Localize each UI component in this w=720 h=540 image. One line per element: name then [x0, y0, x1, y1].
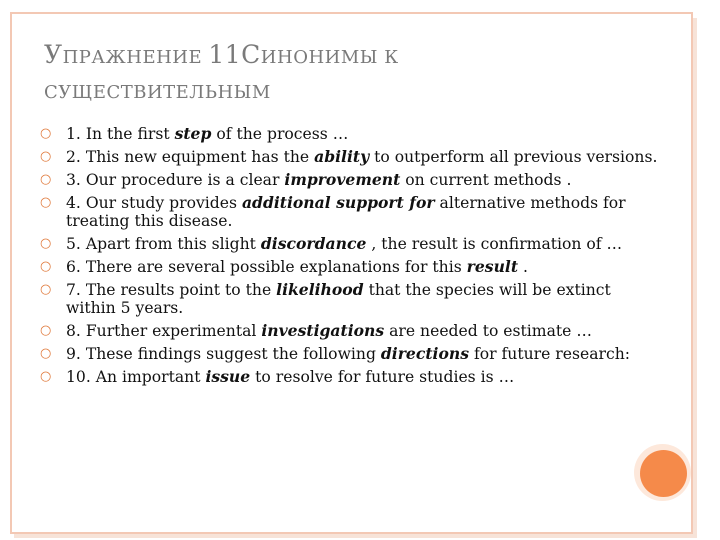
item-text-after: to resolve for future studies is …	[250, 367, 515, 386]
item-keyword: issue	[205, 366, 251, 386]
list-item	[40, 125, 660, 144]
title-part-1: ПРАЖНЕНИЕ	[62, 47, 209, 68]
circle-bullet-icon: ○	[40, 345, 52, 361]
item-text-after: for future research:	[469, 344, 630, 363]
item-text-before: 10. An important	[66, 367, 206, 386]
item-text-before: 9. These findings suggest the following	[66, 344, 381, 363]
title-cap-2: С	[241, 40, 261, 69]
item-text-before: 2. This new equipment has the	[66, 148, 315, 167]
list-item	[40, 281, 660, 317]
item-keyword: discordance	[260, 233, 367, 253]
item-text-before: 4. Our study provides	[66, 194, 242, 213]
circle-bullet-icon: ○	[40, 258, 52, 274]
item-text-after: , the result is confirmation of …	[366, 234, 623, 253]
item-text-before: 5. Apart from this slight	[66, 234, 261, 253]
circle-bullet-icon: ○	[40, 126, 52, 141]
item-keyword: directions	[380, 343, 469, 363]
list-item	[40, 148, 660, 167]
item-text-before: 6. There are several possible explanations for this	[66, 257, 467, 276]
item-text-after: are needed to estimate …	[384, 321, 592, 340]
item-text-before: 1. In the first	[66, 125, 175, 143]
item-text-before: 7. The results point to the	[66, 281, 277, 300]
item-text-after: of the process …	[211, 125, 349, 143]
item-keyword: step	[174, 124, 212, 143]
list-item	[40, 368, 660, 387]
circle-bullet-icon: ○	[40, 172, 52, 188]
circle-bullet-icon: ○	[40, 235, 52, 251]
circle-bullet-icon: ○	[40, 368, 52, 384]
item-text-after: on current methods .	[400, 171, 572, 190]
list-item	[40, 322, 660, 341]
item-text	[66, 281, 660, 317]
title-part-2: ИНОНИМЫ К	[260, 47, 399, 68]
title-number: 11	[208, 40, 242, 69]
item-keyword: likelihood	[276, 280, 364, 300]
item-text	[66, 345, 660, 364]
list-item	[40, 194, 660, 230]
item-text	[66, 148, 660, 167]
item-text	[66, 125, 660, 144]
title-line-1	[44, 40, 644, 76]
item-text	[66, 322, 660, 341]
decorative-circle	[640, 450, 687, 497]
title-cap-1: У	[44, 40, 63, 69]
item-text-after: to outperform all previous versions.	[369, 148, 658, 167]
circle-bullet-icon: ○	[40, 282, 52, 298]
item-keyword: improvement	[284, 170, 401, 190]
circle-bullet-icon: ○	[40, 322, 52, 338]
item-text-after: that the species will be extinct within 5 years.	[66, 281, 611, 317]
item-text	[66, 235, 660, 254]
item-text-after: alternative methods for treating this disease.	[66, 194, 626, 230]
circle-bullet-icon: ○	[40, 195, 52, 211]
list-item	[40, 171, 660, 190]
list-item	[40, 258, 660, 277]
circle-bullet-icon: ○	[40, 149, 52, 165]
item-text-before: 8. Further experimental	[66, 321, 262, 340]
item-text	[66, 258, 660, 277]
item-text-before: 3. Our procedure is a clear	[66, 171, 285, 190]
item-keyword: ability	[314, 147, 370, 167]
slide-title	[44, 40, 644, 103]
item-text	[66, 194, 660, 230]
title-line-2: СУЩЕСТВИТЕЛЬНЫМ	[44, 82, 271, 103]
item-keyword: additional support for	[241, 193, 435, 213]
item-text	[66, 368, 660, 387]
item-text	[66, 171, 660, 190]
list-item	[40, 235, 660, 254]
item-keyword: investigations	[261, 320, 385, 340]
exercise-list	[40, 125, 660, 391]
item-keyword: result	[466, 256, 519, 276]
list-item	[40, 345, 660, 364]
item-text-after: .	[518, 257, 528, 276]
